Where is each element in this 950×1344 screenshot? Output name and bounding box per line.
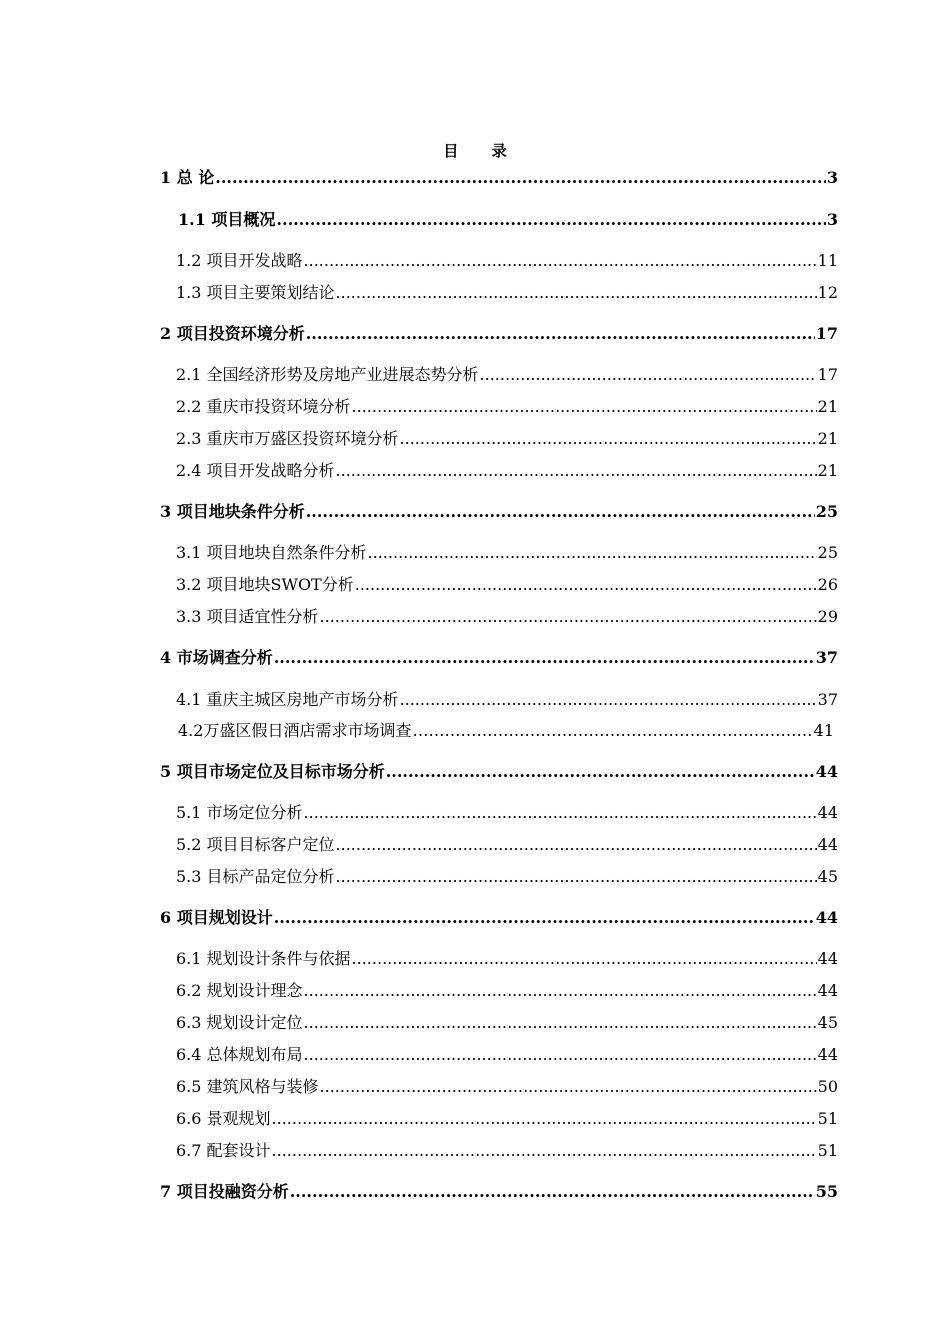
toc-dot-leader [368,541,817,565]
toc-entry-page: 41 [813,721,834,740]
toc-entry-page: 21 [817,429,838,448]
toc-dot-leader [304,1011,817,1035]
toc-dot-leader [304,249,817,273]
toc-dot-leader [274,646,815,670]
toc-entry-page: 44 [817,981,838,1000]
toc-entry-label: 1.1 项目概况 [178,210,276,229]
toc-dot-leader [355,573,817,597]
toc-entry-label: 4.2万盛区假日酒店需求市场调查 [178,721,412,740]
toc-dot-leader [336,865,817,889]
toc-entry-page: 44 [817,835,838,854]
toc-entry[interactable] [160,760,838,784]
toc-entry-page: 51 [817,1141,838,1160]
toc-entry[interactable] [160,906,838,930]
toc-dot-leader [352,395,817,419]
toc-dot-leader [306,322,815,346]
toc-entry-label: 6 项目规划设计 [160,908,273,927]
toc-entry[interactable] [176,1107,838,1131]
toc-entry-page: 3 [826,168,838,187]
toc-entry-page: 50 [817,1077,838,1096]
toc-dot-leader [336,459,817,483]
toc-entry[interactable] [178,208,838,232]
toc-entry[interactable] [160,500,838,524]
toc-entry-label: 1.2 项目开发战略 [176,251,303,270]
toc-entry[interactable] [176,573,838,597]
toc-entry-page: 29 [817,607,838,626]
toc-dot-leader [304,1043,817,1067]
toc-dot-leader [352,947,817,971]
toc-entry-label: 6.2 规划设计理念 [176,981,303,1000]
toc-entry-page: 55 [815,1182,838,1201]
toc-entry-label: 5.1 市场定位分析 [176,803,303,822]
toc-dot-leader [400,427,817,451]
toc-entry[interactable] [176,1075,838,1099]
toc-dot-leader [336,833,817,857]
toc-entry[interactable] [160,322,838,346]
toc-entry[interactable] [176,833,838,857]
toc-entry-page: 25 [817,543,838,562]
toc-entry-label: 2.4 项目开发战略分析 [176,461,335,480]
toc-entry-label: 6.7 配套设计 [176,1141,271,1160]
toc-entry-page: 44 [817,803,838,822]
toc-entry[interactable] [176,865,838,889]
toc-entry-page: 25 [815,502,838,521]
toc-entry-label: 5.3 目标产品定位分析 [176,867,335,886]
toc-dot-leader [304,979,817,1003]
toc-dot-leader [215,166,826,190]
toc-entry-page: 26 [817,575,838,594]
toc-entry-label: 3.3 项目适宜性分析 [176,607,319,626]
toc-entry-page: 21 [817,397,838,416]
toc-entry[interactable] [176,459,838,483]
toc-entry[interactable] [160,646,838,670]
toc-entry-label: 6.4 总体规划布局 [176,1045,303,1064]
toc-entry[interactable] [160,1180,838,1204]
toc-dot-leader [272,1139,817,1163]
toc-entry[interactable] [176,947,838,971]
toc-entry[interactable] [176,605,838,629]
toc-entry-label: 1.3 项目主要策划结论 [176,283,335,302]
toc-entry-label: 6.3 规划设计定位 [176,1013,303,1032]
toc-entry-page: 12 [817,283,838,302]
toc-entry-page: 3 [826,210,838,229]
toc-dot-leader [306,500,815,524]
toc-dot-leader [400,688,817,712]
toc-entry-page: 44 [817,1045,838,1064]
toc-dot-leader [480,363,817,387]
toc-entry-label: 2.2 重庆市投资环境分析 [176,397,351,416]
toc-title: 目 录 [443,142,521,160]
toc-dot-leader [412,719,812,743]
toc-entry-label: 6.6 景观规划 [176,1109,271,1128]
toc-entry-page: 45 [817,867,838,886]
toc-entry[interactable] [176,281,838,305]
toc-entry[interactable] [176,363,838,387]
toc-dot-leader [336,281,817,305]
toc-dot-leader [290,1180,815,1204]
toc-entry[interactable] [176,249,838,273]
toc-entry[interactable] [176,979,838,1003]
toc-dot-leader [276,208,825,232]
toc-dot-leader [386,760,815,784]
toc-entry-label: 2.1 全国经济形势及房地产业进展态势分析 [176,365,479,384]
toc-entry-label: 6.1 规划设计条件与依据 [176,949,351,968]
toc-entry-label: 6.5 建筑风格与装修 [176,1077,319,1096]
toc-entry-page: 44 [815,762,838,781]
toc-entry-label: 3.2 项目地块SWOT分析 [176,575,354,594]
toc-entry-label: 4.1 重庆主城区房地产市场分析 [176,690,399,709]
toc-dot-leader [320,605,817,629]
toc-entry[interactable] [176,427,838,451]
toc-entry-label: 2.3 重庆市万盛区投资环境分析 [176,429,399,448]
toc-entry-label: 7 项目投融资分析 [160,1182,289,1201]
toc-entry-page: 37 [815,648,838,667]
toc-entry-label: 3.1 项目地块自然条件分析 [176,543,367,562]
toc-entry-label: 4 市场调查分析 [160,648,273,667]
toc-entry-label: 5.2 项目目标客户定位 [176,835,335,854]
toc-entry[interactable] [176,1139,838,1163]
toc-dot-leader [320,1075,817,1099]
toc-entry-page: 17 [815,324,838,343]
toc-entry-label: 2 项目投资环境分析 [160,324,305,343]
toc-entry-label: 5 项目市场定位及目标市场分析 [160,762,385,781]
toc-dot-leader [272,1107,817,1131]
toc-entry-page: 44 [817,949,838,968]
toc-entry-page: 17 [817,365,838,384]
toc-entry-page: 51 [817,1109,838,1128]
toc-entry-label: 3 项目地块条件分析 [160,502,305,521]
toc-dot-leader [274,906,815,930]
toc-entry[interactable] [176,1043,838,1067]
toc-entry[interactable] [176,395,838,419]
toc-entry-page: 44 [815,908,838,927]
toc-entry-page: 11 [817,251,838,270]
toc-entry-page: 45 [817,1013,838,1032]
toc-dot-leader [304,801,817,825]
toc-entry[interactable] [176,541,838,565]
toc-entry-page: 21 [817,461,838,480]
toc-entry[interactable] [176,1011,838,1035]
toc-entry[interactable] [176,688,838,712]
toc-entry[interactable] [160,166,838,190]
toc-entry[interactable] [176,801,838,825]
toc-entry-page: 37 [817,690,838,709]
toc-entry[interactable] [178,719,834,743]
toc-entry-label: 1 总 论 [160,168,215,187]
